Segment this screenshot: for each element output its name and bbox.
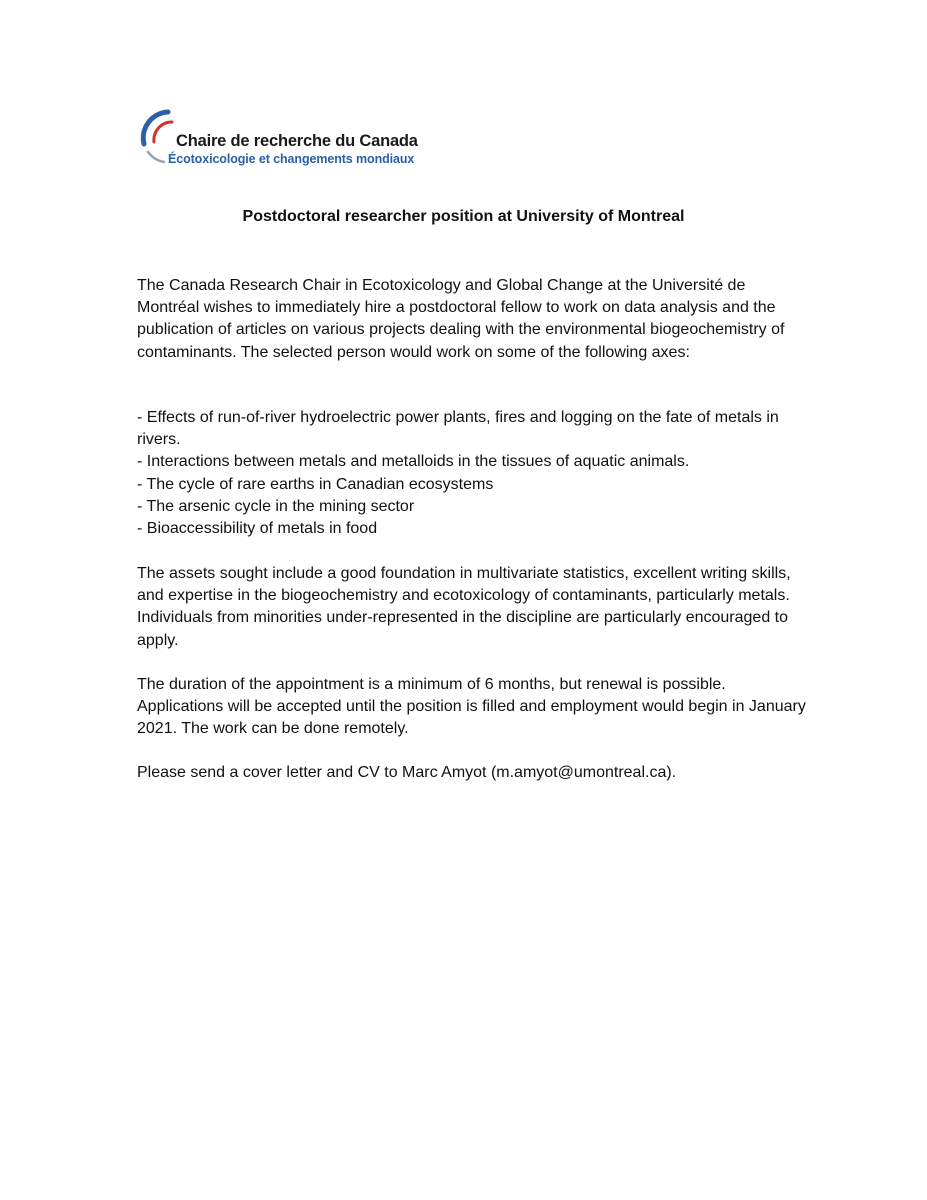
document-title: Postdoctoral researcher position at University of Montreal [242, 208, 685, 225]
list-item: - Effects of run-of-river hydroelectric power plants, fires and logging on the fate of metals in rivers. [137, 409, 779, 449]
duration-text: The duration of the appointment is a minimum of 6 months, but renewal is possible. Applications will be accepted until the position is filled and employment would begin in January 2021. The work can be done remotely. [137, 676, 806, 738]
assets-paragraph [137, 563, 807, 652]
contact-paragraph [137, 762, 807, 784]
list-item: - Bioaccessibility of metals in food [137, 520, 378, 538]
chair-logo [138, 108, 438, 168]
list-item: - The cycle of rare earths in Canadian ecosystems [137, 475, 494, 493]
list-item: - The arsenic cycle in the mining sector [137, 497, 415, 515]
list-item: - Interactions between metals and metalloids in the tissues of aquatic animals. [137, 453, 690, 471]
intro-text: The Canada Research Chair in Ecotoxicology and Global Change at the Université de Montréal wishes to immediately hire a postdoctoral fellow to work on data analysis and the publication of articles on various projects dealing with the environmental biogeochemistry of contaminants. The selected person would work on some of the following axes: [137, 277, 785, 361]
logo-title: Chaire de recherche du Canada [176, 132, 418, 150]
research-axes [137, 407, 807, 540]
logo-subtitle: Écotoxicologie et changements mondiaux [168, 152, 415, 166]
duration-paragraph [137, 674, 807, 741]
assets-text: The assets sought include a good foundation in multivariate statistics, excellent writing skills, and expertise in the biogeochemistry and ecotoxicology of contaminants, particularly metals. Individuals from minorities under-represented in the discipline are particularly encouraged to apply. [137, 565, 791, 649]
intro-paragraph [137, 275, 807, 364]
axes-list [137, 407, 807, 540]
contact-text: Please send a cover letter and CV to Marc Amyot (m.amyot@umontreal.ca). [137, 764, 677, 781]
